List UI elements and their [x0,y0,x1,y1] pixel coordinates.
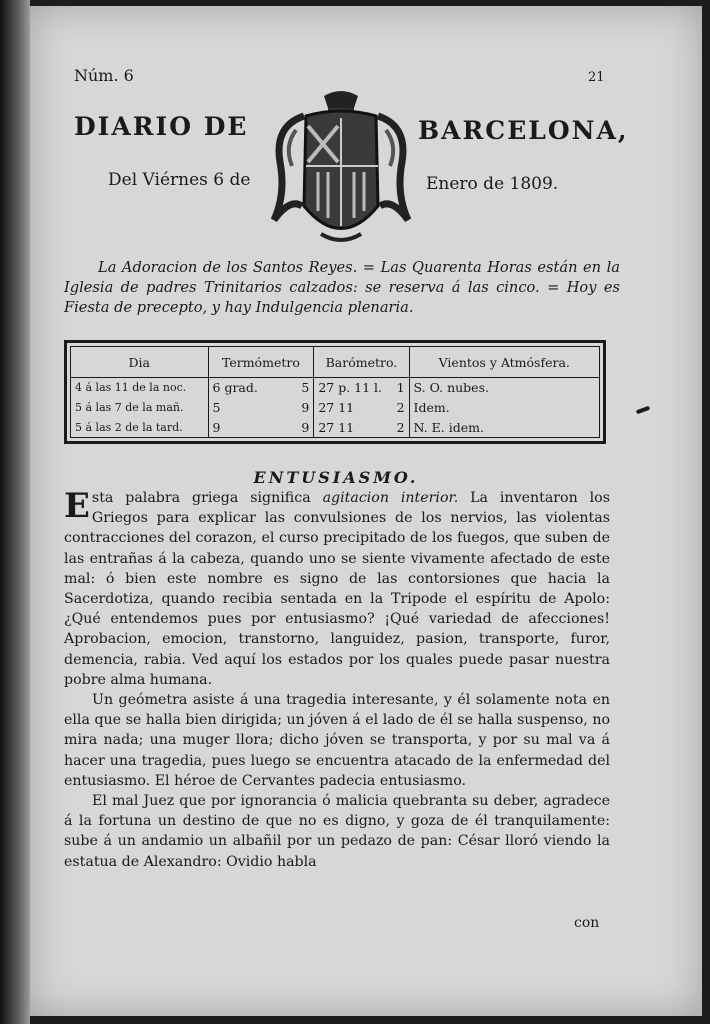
book-gutter [0,0,30,1024]
page-number: 21 [588,70,605,85]
masthead-left: DIARIO DE [74,112,249,141]
col-vientos: Vientos y Atmósfera. [409,347,599,378]
masthead-right: BARCELONA, [418,116,629,145]
article-title: ENTUSIASMO. [253,468,419,487]
date-left: Del Viérnes 6 de [108,170,251,190]
col-dia: Dia [71,347,209,378]
notice-text: La Adoracion de los Santos Reyes. = Las Quarenta Horas están en la Iglesia de padres Trinitarios calzados: se reserva á las cinco. = Hoy es Fiesta de precepto, y hay Indulgencia plenaria. [64,259,620,316]
col-barometro: Barómetro. [314,347,409,378]
paragraph-3: El mal Juez que por ignorancia ó malicia quebranta su deber, agradece á la fortuna un destino de que no es digno, y goza de él tranquilamente: sube á un andamio un albañil por un pedazo de pan: César lloró viendo la estatua de Alexandro: Ovidio habla [64,793,610,870]
catchword: con [574,915,600,931]
date-right: Enero de 1809. [426,174,559,194]
drop-cap: E [64,486,90,526]
daily-notice [64,258,620,318]
issue-number: Núm. 6 [74,66,134,85]
paragraph-1: Esta palabra griega significa agitacion interior. La inventaron los Griegos para explicar las convulsiones de los nervios, las violentas contracciones del corazon, el curso precipitado de los fuegos, que suben de las entrañas á la cabeza, quando uno se siente vivamente afectado de este mal: ó bien este nombre es signo de las contorsiones que hacia la Sacerdotiza, quando recibia sentada en la Tripode el espíritu de Apolo: ¿Qué entendemos pues por entusiasmo? ¡Qué variedad de afecciones! Aprobacion, emocion, transtorno, languidez, pasion, transporte, furor, demencia, rabia. Ved aquí los estados por los quales puede pasar nuestra pobre alma humana. [64,486,610,688]
weather-table [64,340,606,444]
paragraph-2: Un geómetra asiste á una tragedia interesante, y él solamente nota en ella que se halla bien dirigida; un jóven á el lado de él se halla suspenso, no mira nada; una muger llora; dicho jóven se transporta, y por su mal va á hacer una tragedia, pues luego se encuentra atacado de la enfermedad del entusiasmo. El héroe de Cervantes padecia entusiasmo. [64,692,610,789]
table-row: 5 á las 2 de la tard. 9 9 27 11 2 N. E. idem. [71,417,600,437]
col-termometro: Termómetro [208,347,314,378]
weather-header-row [71,347,600,378]
coat-of-arms-icon [266,86,416,248]
table-row: 4 á las 11 de la noc. 6 grad. 5 27 p. 11 l. 1 S. O. nubes. [71,378,600,398]
article-body [64,488,610,872]
table-row: 5 á las 7 de la mañ. 5 9 27 11 2 Idem. [71,398,600,418]
